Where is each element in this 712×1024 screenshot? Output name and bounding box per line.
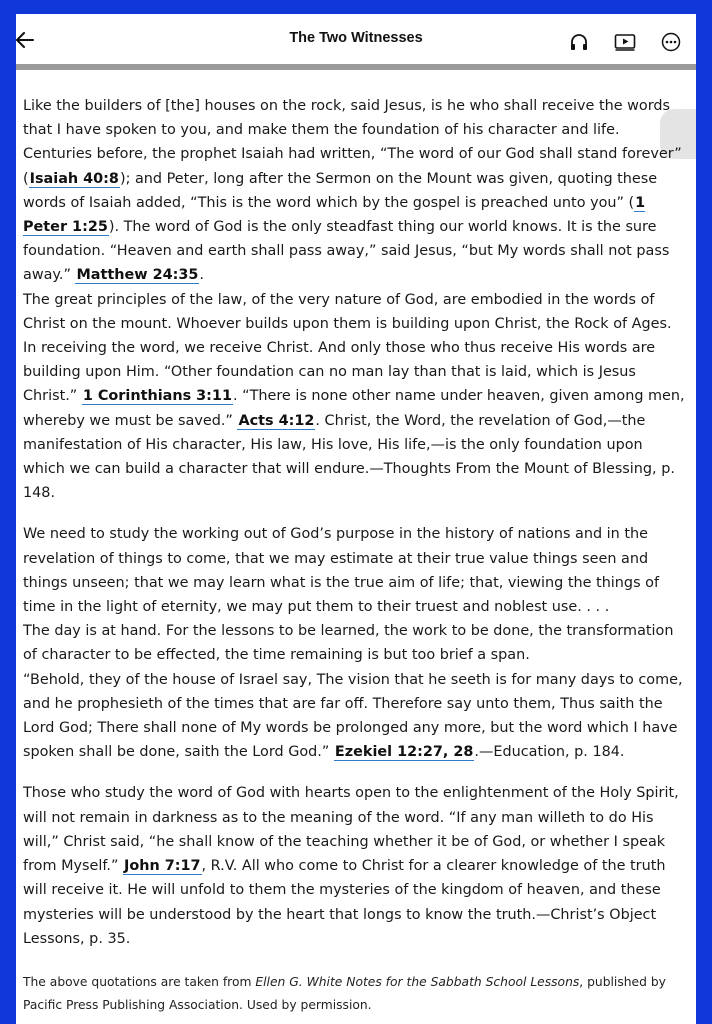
play-icon [614,33,636,51]
scripture-link[interactable]: Matthew 24:35 [76,267,199,284]
paragraph-text: ). The word of God is the only steadfast thing our world knows. It is the sure foundation. “Heaven and earth shall pass away,” said Jesus, “but My words shall not pass away.” [23,219,670,284]
paragraph [23,94,687,288]
paragraph-text: Like the builders of [the] houses on the rock, said Jesus, is he who shall receive the words that I have spoken to you, and make them the foundation of his character and life. Centuries before, the prophet Isaiah had written, “The word of our God shall stand forever” ( [23,98,682,187]
reading-progress-bar [16,64,696,70]
audio-button[interactable] [556,31,602,53]
paragraph-text: “Behold, they of the house of Israel say, The vision that he seeth is for many days to come, and he prophesieth of the times that are far off. Therefore say unto them, Thus saith the Lord God; There shall none of My words be prolonged any more, but the word which I have spoken shall be done, saith the Lord God.” [23,671,683,761]
paragraph-text: . “There is none other name under heaven, given among men, whereby we must be saved.” [23,388,685,429]
paragraph-text: . [199,267,204,284]
scripture-link[interactable]: John 7:17 [123,858,201,875]
paragraph [23,288,687,506]
footnote-book-title: Ellen G. White Notes for the Sabbath School Lessons [255,975,580,989]
paragraph: The day is at hand. For the lessons to be learned, the work to be done, the transformation of character to be effected, the time remaining is but too brief a span. [23,623,674,664]
video-button[interactable] [602,31,648,53]
lesson-content [23,94,687,951]
toolbar-actions [556,31,694,53]
reader-window [16,14,696,1024]
page-title: The Two Witnesses [289,30,423,46]
paragraph-text: Those who study the word of God with hearts open to the enlightenment of the Holy Spirit, will not remain in darkness as to the meaning of the word. “If any man willeth to do His will,” Christ said, “he shall know of the teaching whether it be of God, or whether I speak from Myself.” [23,785,679,875]
paragraph [23,781,687,950]
headphones-icon [569,33,589,51]
paragraph-text: The great principles of the law, of the very nature of God, are embodied in the words of Christ on the mount. Whoever builds upon them is building upon Christ, the Rock of Ages. In receiving the word, we receive Christ. And only those who thus receive His words are building upon Him. “Other foundation can no man lay than that is laid, which is Jesus Christ.” [23,291,672,405]
paragraph [23,668,687,765]
footnote-text: , published by Pacific Press Publishing Association. Used by permission. [23,975,666,1012]
footnote [23,971,687,1017]
paragraph-text: . Christ, the Word, the revelation of God,—the manifestation of His character, His law, His love, His life,—is the only foundation upon which we can build a character that will endure.—Thoughts From the Mount of Blessing, p. 148. [23,412,675,502]
paragraph-text: , R.V. All who come to Christ for a clearer knowledge of the truth will receive it. He will unfold to them the mysteries of the kingdom of heaven, and these mysteries will be understood by the heart that longs to know the truth.—Christ’s Object Lessons, p. 35. [23,858,666,947]
more-button[interactable] [648,31,694,53]
scripture-link[interactable]: Acts 4:12 [238,412,315,429]
paragraph-text: ); and Peter, long after the Sermon on the Mount was given, quoting these words of Isaiah added, “This is the word which by the gospel is preached unto you” ( [23,170,658,211]
paragraph: We need to study the working out of God’s purpose in the history of nations and in the revelation of things to come, that we may estimate at their true value things seen and things unseen; that we may learn what is the true aim of life; that, viewing the things of time in the light of eternity, we may put them to their truest and noblest use. . . . [23,526,660,616]
arrow-left-icon [16,32,34,48]
scripture-link[interactable]: Isaiah 40:8 [29,170,119,187]
top-bar [16,14,696,64]
more-icon [661,32,681,52]
paragraph-text: .—Education, p. 184. [474,744,625,761]
scripture-link[interactable]: Ezekiel 12:27, 28 [334,744,474,761]
back-button[interactable] [16,29,36,51]
footnote-text: The above quotations are taken from [23,975,256,989]
scripture-link[interactable]: 1 Corinthians 3:11 [82,388,232,405]
scripture-link[interactable]: 1 Peter 1:25 [23,194,646,236]
